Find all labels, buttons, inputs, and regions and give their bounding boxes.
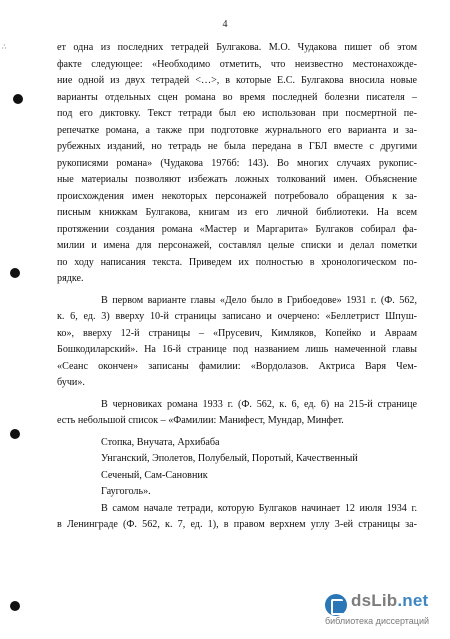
text-line: варианты отдельных сцен романа во время последней болезни писателя –: [57, 91, 417, 103]
list-line: Сеченый, Сам-Сановник: [101, 469, 208, 481]
dslib-logo-icon: [325, 594, 347, 616]
dslib-watermark: [325, 591, 440, 631]
page-number: 4: [222, 19, 228, 30]
text-line: ние одной из двух тетрадей <…>, в которые Е.С. Булгакова вносила новые: [57, 75, 417, 86]
text-line: рубежных изданий, но тетрадь не была передана в ГБЛ вместе с другими: [57, 141, 417, 152]
punch-hole: [10, 601, 20, 611]
text-line: есть небольшой список – «Фамилии: Манифест, Мундар, Минфет.: [57, 415, 344, 426]
text-line: В черновиках романа 1933 г. (Ф. 562, к. 6, ед. 6) на 215-й странице: [101, 398, 417, 410]
margin-mark: ∴: [2, 43, 7, 51]
text-line: рукописями романа» (Чудакова 1976б: 143). Во многих случаях рукопис-: [57, 157, 417, 169]
watermark-subtitle: библиотека диссертаций: [325, 616, 430, 626]
text-line: рядке.: [57, 273, 84, 284]
text-line: к. 6, ед. 3) вверху 10-й страницы записано и очерчено: «Беллетрист Шпуш-: [57, 311, 417, 322]
punch-hole: [13, 94, 23, 104]
text-line: бучи».: [57, 377, 85, 388]
text-line: в Ленинграде (Ф. 562, к. 7, ед. 1), в правом верхнем углу 3-ей страницы за-: [57, 519, 417, 530]
text-line: «Сеанс окончен» записаны фамилии: «Вордолазов. Актриса Варя Чем-: [57, 360, 417, 372]
text-line: репечатке романа, а также при подготовке журнального его варианта и за-: [57, 124, 417, 136]
text-line: ет одна из последних тетрадей Булгакова. М.О. Чудакова пишет об этом: [57, 42, 417, 53]
text-line: происхождения имен некоторых персонажей потребовало обращения к за-: [57, 190, 417, 202]
text-line: В самом начале тетради, которую Булгаков начинает 12 июля 1934 г.: [101, 502, 417, 514]
text-line: ко», вверху 12-й страницы – «Прусевич, Кимляков, Копейко и Авраам: [57, 327, 417, 339]
document-body: [57, 40, 417, 534]
list-line: Гаугоголь».: [101, 486, 151, 497]
text-line: милии и имена для персонажей, составлял целые списки и делал пометки: [57, 240, 417, 251]
text-line: Бошкодиларский». На 16-й странице под названием лишь намеченной главы: [57, 344, 417, 355]
text-line: писным книжкам Булгакова, книгам из его личной библиотеки. На всем: [57, 207, 417, 218]
text-line: под его диктовку. Текст тетради был ею использован при посмертной пе-: [57, 108, 417, 119]
text-line: протяжении создания романа «Мастер и Маргарита» Булгаков собирал фа-: [57, 223, 417, 235]
text-line: В первом варианте главы «Дело было в Грибоедове» 1931 г. (Ф. 562,: [101, 294, 417, 306]
text-line: по ходу написания текста. Приведем их полностью в хронологическом по-: [57, 256, 417, 268]
text-line: факте следующее: «Необходимо отметить, что неизвестно местонахожде-: [57, 58, 417, 70]
watermark-brand: dsLib.net: [351, 591, 429, 610]
text-line: ные материалы позволяют избежать ложных толкований имен. Объяснение: [57, 174, 417, 185]
list-line: Унганский, Эполетов, Полубелый, Поротый, Качественный: [101, 453, 358, 464]
list-line: Стопка, Внучата, Архибаба: [101, 436, 220, 448]
punch-hole: [10, 429, 20, 439]
punch-hole: [10, 268, 20, 278]
